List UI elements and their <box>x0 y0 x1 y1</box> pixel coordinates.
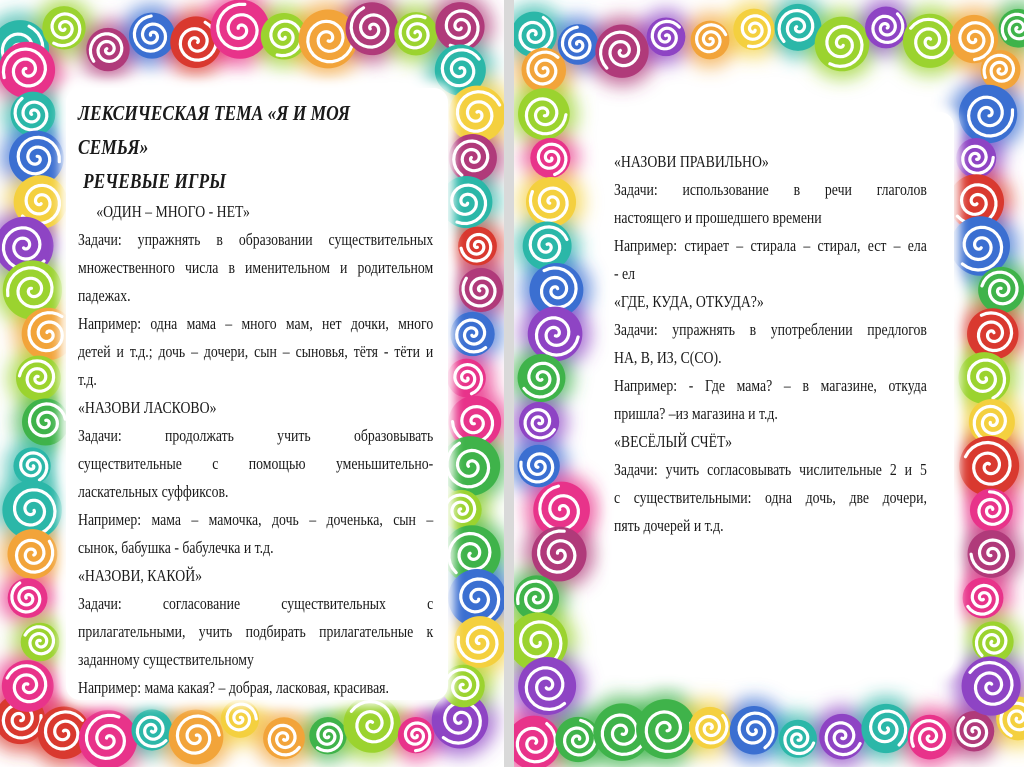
text-line: Задачи: использование в речи глаголов <box>614 180 927 199</box>
right-page-text <box>614 148 927 540</box>
text-line: с существительными: одна дочь, две дочери, <box>614 488 927 507</box>
text-line: Задачи: продолжать учить образовывать <box>78 426 434 445</box>
text-line: Например: мама – мамочка, дочь – доченька, сын – <box>78 510 434 529</box>
text-line: - ел <box>614 264 636 283</box>
left-page-text <box>78 96 433 702</box>
text-line: пять дочерей и т.д. <box>614 516 724 535</box>
text-line: прилагательными, учить подбирать прилагательные к <box>78 622 434 641</box>
text-line: Задачи: упражнять в употреблении предлогов <box>614 320 927 339</box>
text-line: Например: одна мама – много мам, нет дочки, много <box>78 314 434 333</box>
text-line: Например: стирает – стирала – стирал, ест – ела <box>614 236 927 255</box>
text-line: пришла? –из магазина и т.д. <box>614 404 778 423</box>
game-title: «ВЕСЁЛЫЙ СЧЁТ» <box>614 432 732 451</box>
topic-title: ЛЕКСИЧЕСКАЯ ТЕМА «Я И МОЯ <box>78 101 351 125</box>
text-line: НА, В, ИЗ, С(СО). <box>614 348 722 367</box>
text-line: заданному существительному <box>78 650 254 669</box>
text-line: детей и т.д.; дочь – дочери, сын – сыновья, тётя - тёти и <box>78 342 434 361</box>
text-line: Задачи: упражнять в образовании существительных <box>78 230 434 249</box>
text-line: ласкательных суффиксов. <box>78 482 229 501</box>
text-line: Например: мама какая? – добрая, ласковая, красивая. <box>78 678 389 697</box>
text-line: Задачи: согласование существительных с <box>78 594 434 613</box>
game-title: «НАЗОВИ ПРАВИЛЬНО» <box>614 152 769 171</box>
game-title: «ГДЕ, КУДА, ОТКУДА?» <box>614 292 764 311</box>
text-line: настоящего и прошедшего времени <box>614 208 822 227</box>
text-line: т.д. <box>78 370 97 389</box>
topic-title-cont: СЕМЬЯ» <box>78 135 149 159</box>
text-line: сынок, бабушка - бабулечка и т.д. <box>78 538 274 557</box>
text-line: множественного числа в именительном и родительном <box>78 258 434 277</box>
text-line: Задачи: учить согласовывать числительные 2 и 5 <box>614 460 927 479</box>
text-line: Например: - Где мама? – в магазине, откуда <box>614 376 927 395</box>
text-line: существительные с помощью уменьшительно- <box>78 454 434 473</box>
text-line: падежах. <box>78 286 131 305</box>
game-title: «НАЗОВИ, КАКОЙ» <box>78 566 203 585</box>
game-title: «НАЗОВИ ЛАСКОВО» <box>78 398 217 417</box>
section-title: РЕЧЕВЫЕ ИГРЫ <box>82 169 227 193</box>
game-title: «ОДИН – МНОГО - НЕТ» <box>96 202 250 221</box>
